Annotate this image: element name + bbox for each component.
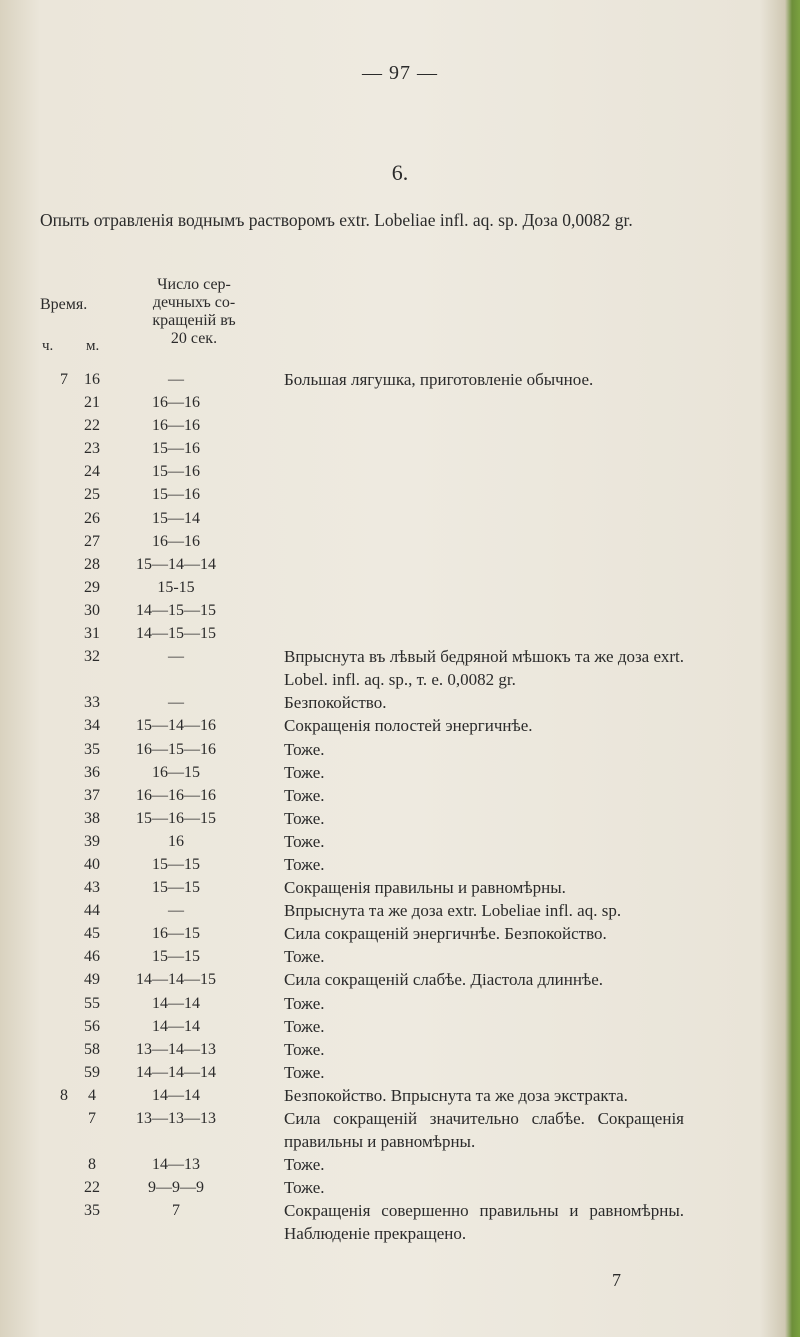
row-count: 13—13—13 <box>136 1110 216 1127</box>
table-row <box>0 691 800 714</box>
row-count: 16—15 <box>152 763 200 781</box>
row-count: 14—15—15 <box>136 625 216 643</box>
row-note: Большая лягушка, приготовленіе обычное. <box>284 370 594 389</box>
row-note: Тоже. <box>284 1016 325 1036</box>
row-count: 16—16 <box>152 394 200 412</box>
row-count: 16—16—16 <box>136 786 216 804</box>
table-row <box>0 1038 800 1061</box>
table-row <box>0 807 800 830</box>
header-count-line: кращеній въ <box>152 312 236 329</box>
row-note: Тоже. <box>284 1039 325 1059</box>
row-note: Сила сокращеній слабѣе. Діастола длиннѣе. <box>284 970 603 990</box>
row-note: Тоже. <box>284 1155 325 1175</box>
row-minute: 43 <box>84 879 100 897</box>
row-minute: 32 <box>84 648 100 666</box>
row-count: 14—14—15 <box>136 971 216 989</box>
table-row <box>0 899 800 922</box>
row-count: 15—14—16 <box>136 717 216 735</box>
row-minute: 39 <box>84 832 100 850</box>
row-minute: 49 <box>84 971 100 989</box>
row-note: Тоже. <box>284 947 325 967</box>
row-count: — <box>168 648 184 666</box>
observation-table <box>0 368 800 1246</box>
row-minute: 44 <box>84 902 100 920</box>
table-row <box>0 784 800 807</box>
table-row <box>0 853 800 876</box>
table-row <box>0 1199 800 1245</box>
row-count: 16—15 <box>152 925 200 943</box>
row-minute: 35 <box>84 740 100 758</box>
row-note: Впрыснута та же доза extr. Lobeliae infl. aq. sp. <box>284 901 622 921</box>
row-count: 15—15 <box>152 855 200 873</box>
row-note: Сила сокращеній энергичнѣе. Безпокойство. <box>284 924 607 944</box>
row-note: Тоже. <box>284 739 325 759</box>
row-note: Сокращенія совершенно правильны и равномѣрны. Наблюденіе прекращено. <box>284 1201 684 1244</box>
row-minute: 21 <box>84 394 100 412</box>
header-count-line: Число сер- <box>157 276 231 293</box>
table-row <box>0 391 800 414</box>
row-count: 15—15 <box>152 879 200 897</box>
header-count <box>124 276 264 348</box>
row-minute: 34 <box>84 717 100 735</box>
row-minute: 4 <box>88 1086 96 1104</box>
row-minute: 58 <box>84 1040 100 1058</box>
table-row <box>0 368 800 391</box>
header-count-line: дечныхъ со- <box>152 294 236 311</box>
row-minute: 45 <box>84 925 100 943</box>
row-minute: 56 <box>84 1017 100 1035</box>
table-row <box>0 1061 800 1084</box>
row-minute: 29 <box>84 578 100 596</box>
table-row <box>0 1176 800 1199</box>
signature-mark: 7 <box>612 1270 621 1290</box>
row-count: 16 <box>168 832 184 850</box>
table-row <box>0 553 800 576</box>
row-minute: 37 <box>84 786 100 804</box>
row-count: 14—14—14 <box>136 1063 216 1081</box>
table-row <box>0 1107 800 1153</box>
table-row <box>0 483 800 506</box>
row-count: — <box>168 902 184 920</box>
row-count: 14—15—15 <box>136 601 216 619</box>
table-row <box>0 945 800 968</box>
table-row <box>0 738 800 761</box>
row-minute: 26 <box>84 509 100 527</box>
header-hours: ч. <box>42 338 54 354</box>
table-row <box>0 714 800 737</box>
row-count: 15—16 <box>152 440 200 458</box>
row-count: 13—14—13 <box>136 1040 216 1058</box>
row-minute: 16 <box>84 371 100 388</box>
row-note: Тоже. <box>284 1178 325 1198</box>
table-row <box>0 922 800 945</box>
row-note: Тоже. <box>284 808 325 828</box>
row-note: Тоже. <box>284 785 325 805</box>
row-note: Сокращенія правильны и равномѣрны. <box>284 878 566 898</box>
row-note: Безпокойство. Впрыснута та же доза экстракта. <box>284 1085 628 1105</box>
row-hour: 8 <box>60 1086 68 1104</box>
row-minute: 28 <box>84 555 100 573</box>
table-row <box>0 599 800 622</box>
row-count: 15-15 <box>157 578 195 596</box>
table-row <box>0 645 800 691</box>
table-row <box>0 622 800 645</box>
row-minute: 8 <box>88 1156 96 1174</box>
row-minute: 40 <box>84 855 100 873</box>
row-minute: 25 <box>84 486 100 504</box>
row-count: 15—16—15 <box>136 809 216 827</box>
table-row <box>0 576 800 599</box>
row-count: 15—15 <box>152 948 200 966</box>
row-minute: 24 <box>84 463 100 481</box>
row-count: 14—14 <box>152 1017 200 1035</box>
row-minute: 55 <box>84 994 100 1012</box>
row-count: 16—15—16 <box>136 740 216 758</box>
page-number: — 97 — <box>362 62 438 84</box>
row-minute: 31 <box>84 625 100 643</box>
row-minute: 22 <box>84 1179 100 1197</box>
table-row <box>0 437 800 460</box>
table-row <box>0 414 800 437</box>
row-count: 7 <box>172 1202 180 1220</box>
row-minute: 30 <box>84 601 100 619</box>
row-note: Тоже. <box>284 854 325 874</box>
header-time: Время. <box>40 296 88 313</box>
row-count: 15—16 <box>152 486 200 504</box>
row-note: Впрыснута въ лѣвый бедряной мѣшокъ та же доза ехrt. Lobel. infl. aq. sp., т. е. 0,0082 gr. <box>284 647 684 690</box>
experiment-intro: Опыть отравленія воднымъ растворомъ extr. Lobeliae infl. aq. sp. Доза 0,0082 gr. <box>40 210 633 230</box>
row-minute: 59 <box>84 1063 100 1081</box>
table-row <box>0 968 800 991</box>
row-minute: 33 <box>84 694 100 712</box>
row-minute: 35 <box>84 1202 100 1220</box>
row-minute: 38 <box>84 809 100 827</box>
table-row <box>0 507 800 530</box>
table-row <box>0 761 800 784</box>
row-count: 9—9—9 <box>148 1179 204 1197</box>
row-note: Сокращенія полостей энергичнѣе. <box>284 716 533 736</box>
row-minute: 22 <box>84 417 100 435</box>
row-count: 15—16 <box>152 463 200 481</box>
table-row <box>0 1015 800 1038</box>
row-minute: 46 <box>84 948 100 966</box>
row-note: Тоже. <box>284 1062 325 1082</box>
row-count: 14—13 <box>152 1156 200 1174</box>
row-note: Сила сокращеній значительно слабѣе. Сокращенія правильны и равномѣрны. <box>284 1109 684 1151</box>
row-count: 14—14 <box>152 1086 200 1104</box>
row-count: — <box>168 694 184 712</box>
table-row <box>0 1153 800 1176</box>
row-note: Тоже. <box>284 762 325 782</box>
row-count: 15—14 <box>152 509 200 527</box>
table-row <box>0 460 800 483</box>
table-row <box>0 530 800 553</box>
row-count: — <box>168 371 184 388</box>
row-count: 16—16 <box>152 417 200 435</box>
row-count: 16—16 <box>152 532 200 550</box>
row-hour: 7 <box>60 371 68 388</box>
row-minute: 27 <box>84 532 100 550</box>
header-count-line: 20 сек. <box>170 330 218 347</box>
row-note: Тоже. <box>284 831 325 851</box>
table-row <box>0 992 800 1015</box>
header-minutes: м. <box>86 338 100 354</box>
row-count: 14—14 <box>152 994 200 1012</box>
row-minute: 36 <box>84 763 100 781</box>
table-row <box>0 1084 800 1107</box>
table-row <box>0 830 800 853</box>
row-minute: 7 <box>88 1110 96 1127</box>
section-number: 6. <box>391 160 409 185</box>
row-count: 15—14—14 <box>136 555 216 573</box>
row-note: Безпокойство. <box>284 693 387 713</box>
row-minute: 23 <box>84 440 100 458</box>
table-row <box>0 876 800 899</box>
row-note: Тоже. <box>284 993 325 1013</box>
